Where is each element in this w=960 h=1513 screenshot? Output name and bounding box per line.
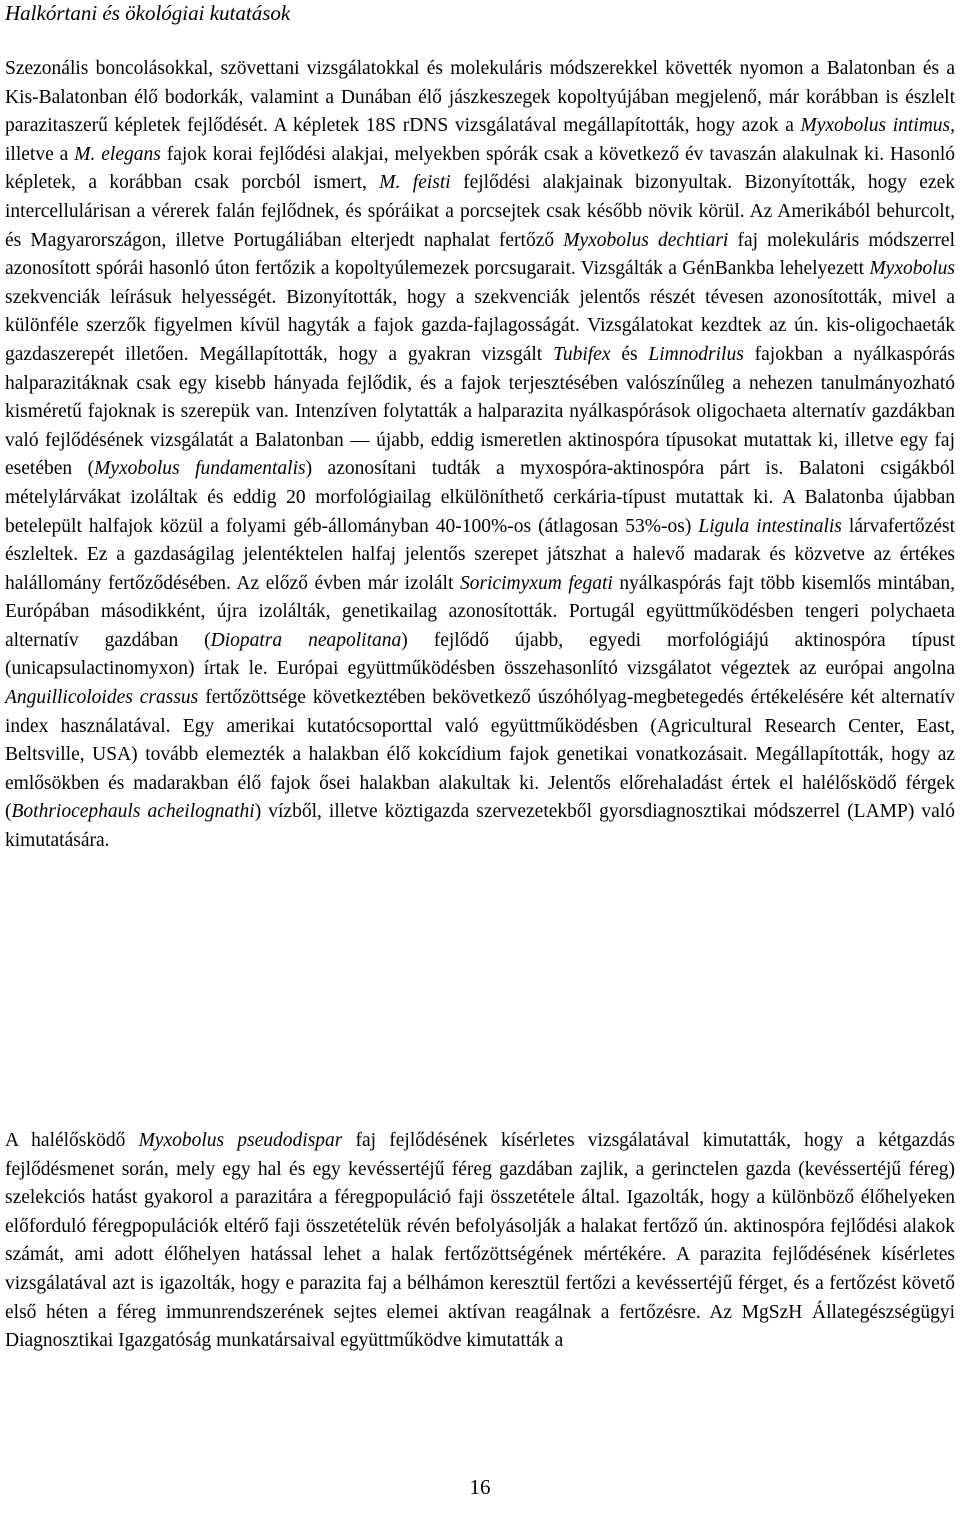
text-segment: A halélősködő: [5, 1130, 139, 1151]
text-segment: lárvafertőzést észleltek. Ez a gazdaságilag jelentéktelen halfaj jelentős szerepet játszhat a halevő madarak és közvetve az értékes halállomány fertőződésében. Az előző évben már izolált: [5, 515, 955, 594]
text-segment: faj fejlődésének kísérletes vizsgálatával kimutatták, hogy a kétgazdás fejlődésmenet során, mely egy hal és egy kevéssertéjű féreg gazdában zajlik, a gerinctelen gazda (kevéssertéjű féreg) szelekciós hatást gyakorol a parazitára a féregpopuláció faji összetétele által. Igazolták, hogy a különböző élőhelyeken előforduló féregpopulációk eltérő faji összetételük révén befolyásolják a halakat fertőző ún. aktinospóra fejlődési alakok számát, ami adott élőhelyen hatással lehet a halak fertőzöttségének mértékére. A parazita fejlődésének kísérletes vizsgálatával azt is igazolták, hogy e parazita faj a bélhámon keresztül fertőzi a kevéssertéjű férget, és a fertőzést követő első héten a féreg immunrendszerének sejtes elemei aktívan reagálnak a fertőzésre. Az MgSzH Állategészségügyi Diagnosztikai Igazgatóság munkatársaival együttműködve kimutatták a: [5, 1130, 955, 1352]
paragraph-1: [5, 55, 955, 856]
text-segment: ) azonosítani tudták a myxospóra-aktinospóra párt is. Balatoni csigákból mételylárvákat izoláltak és eddig 20 morfológiailag elkülöníthető cerkária-típust mutattak ki. A Balatonba újabban betelepült halfajok közül a folyami géb-állományban 40-100%-os (átlagosan 53%-os): [5, 458, 956, 537]
species-name: M. feisti: [379, 172, 451, 194]
species-name: Myxobolus dechtiari: [563, 229, 729, 251]
text-segment: fajokban a nyálkaspórás halparazitáknak csak egy kisebb hányada fejlődik, és a fajok terjesztésében valószínűleg a nehezen tanulmányozható kisméretű fajoknak is szerepük van. Intenzíven folytatták a halparazita nyálkaspórások oligochaeta alternatív gazdákban való fejlődésének vizsgálatát a Balatonban — újabb, eddig ismeretlen aktinospóra típusokat mutattak ki, illetve egy faj esetében (: [5, 343, 955, 480]
text-segment: fertőzöttsége következtében bekövetkező úszóhólyag-megbetegedés értékelésére két alternatív index használatával. Egy amerikai kutatócsoporttal való együttműködésben (Agricultural Research Center, East, Beltsville, USA) tovább elemezték a halakban élő kokcídium fajok genetikai vonatkozásait. Megállapították, hogy az emlősökben és madarakban élő fajok ősei halakban alakultak ki. Jelentős előrehaladást értek el halélősködő férgek (: [5, 687, 955, 823]
text-segment: szekvenciák leírásuk helyességét. Bizonyították, hogy a szekvenciák jelentős részét tévesen azonosították, mivel a különféle szerzők figyelmen kívül hagyták a fajok gazda-fajlagosságát. Vizsgálatokat kezdtek az ún. kis-oligochaeták gazdaszerepét illetően. Megállapították, hogy a gyakran vizsgált: [5, 286, 955, 365]
text-segment: ) vízből, illetve köztigazda szervezetekből gyorsdiagnosztikai módszerrel (LAMP) való kimutatására.: [5, 801, 955, 852]
text-segment: fajok korai fejlődési alakjai, melyekben spórák csak a következő év tavaszán alakulnak ki. Hasonló képletek, a korábban csak porcból ismert,: [5, 143, 956, 194]
text-segment: , illetve a: [5, 115, 955, 165]
species-name: Myxobolus pseudodispar: [138, 1130, 343, 1151]
species-name: Limnodrilus: [648, 343, 744, 365]
species-name: Myxobolus: [869, 258, 955, 280]
text-segment: faj molekuláris módszerrel azonosított spórái hasonló úton fertőzik a kopoltyúlemezek porcsugarait. Vizsgálták a GénBankba lehelyezett: [5, 229, 955, 280]
text-segment: fejlődési alakjainak bizonyultak. Bizonyították, hogy ezek intercellulárisan a vérerek falán fejlődnek, és spóráikat a porcsejtek csak később növik körül. Az Amerikából behurcolt, és Magyarországon, illetve Portugáliában elterjedt naphalat fertőző: [5, 172, 955, 251]
species-name: Soricimyxum fegati: [459, 572, 613, 594]
running-header: Halkórtani és ökológiai kutatások: [5, 1, 291, 25]
species-name: Tubifex: [553, 343, 611, 365]
species-name: Ligula intestinalis: [698, 515, 842, 537]
species-name: Anguillicoloides crassus: [5, 687, 199, 709]
text-segment: nyálkaspórás fajt több kisemlős mintában, Európában másodikként, újra izolálták, genetikailag azonosították. Portugál együttműködésben tengeri polychaeta alternatív gazdában (: [5, 572, 955, 651]
species-name: M. elegans: [74, 143, 161, 165]
text-segment: Szezonális boncolásokkal, szövettani vizsgálatokkal és molekuláris módszerekkel követték nyomon a Balatonban és a Kis-Balatonban élő bodorkák, valamint a Dunában élő jászkeszegek kopoltyújában megjelenő, már korábban is észlelt parazitaszerű képletek fejlődését. A képletek 18S rDNS vizsgálatával megállapították, hogy azok a: [5, 58, 955, 137]
page-number: 16: [469, 1475, 491, 1499]
species-name: Myxobolus fundamentalis: [94, 458, 306, 480]
species-name: Myxobolus intimus: [800, 115, 951, 137]
text-segment: és: [610, 343, 649, 365]
species-name: Bothriocephauls acheilognathi: [11, 801, 255, 823]
text-segment: ) fejlődő újabb, egyedi morfológiájú aktinospóra típust (unicapsulactinomyxon) írtak le. Európai együttműködésben összehasonlító vizsgálatot végeztek az európai angolna: [5, 629, 955, 680]
paragraph-2: [5, 1127, 955, 1356]
species-name: Diopatra neapolitana: [210, 629, 402, 651]
